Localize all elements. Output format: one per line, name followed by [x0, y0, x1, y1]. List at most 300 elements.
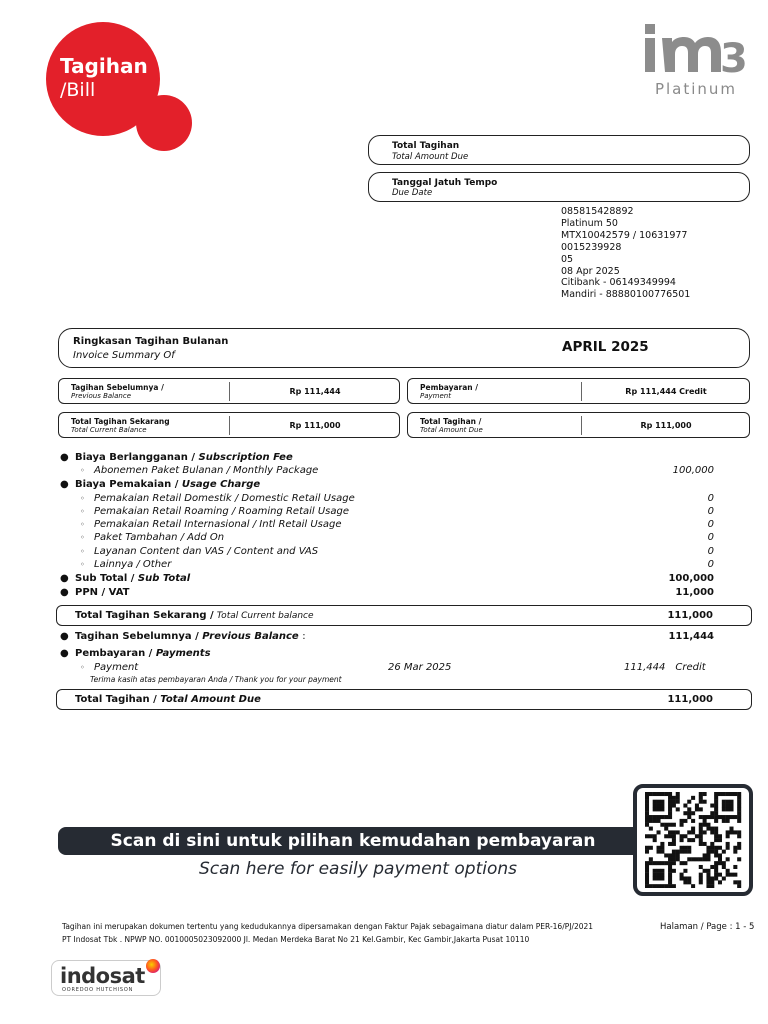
qr-module [653, 861, 657, 865]
qr-module [699, 880, 703, 884]
circle-bullet-icon: ◦ [80, 520, 85, 529]
qr-module [645, 869, 649, 873]
qr-module [660, 815, 664, 819]
qr-module [737, 796, 741, 800]
qr-module [657, 861, 661, 865]
qr-module [699, 792, 703, 796]
qr-module [722, 861, 726, 865]
usage-item-label: Pemakaian Retail Domestik / Domestic Retail Usage [94, 493, 355, 504]
previous-balance-value: Rp 111,444 [289, 387, 341, 396]
qr-module [657, 850, 661, 854]
total-due-label-en: Total Amount Due [392, 152, 469, 162]
qr-module [691, 830, 695, 834]
qr-module [687, 811, 691, 815]
qr-module [680, 861, 684, 865]
qr-module [653, 838, 657, 842]
qr-module [722, 865, 726, 869]
qr-module [733, 880, 737, 884]
qr-module [714, 869, 718, 873]
qr-module [691, 838, 695, 842]
qr-module [676, 796, 680, 800]
qr-module [718, 880, 722, 884]
qr-module [645, 819, 649, 823]
qr-module [645, 815, 649, 819]
qr-module [645, 792, 649, 796]
previous-balance-row [60, 630, 720, 643]
qr-module [710, 842, 714, 846]
previous-balance-row-label-en: Previous Balance [202, 631, 299, 642]
qr-module [737, 800, 741, 804]
qr-module [691, 819, 695, 823]
subscription-label-en: Subscription Fee [198, 452, 293, 463]
subtotal-row [60, 572, 720, 585]
qr-module [687, 838, 691, 842]
qr-module [706, 815, 710, 819]
qr-module [660, 804, 664, 808]
qr-module [657, 800, 661, 804]
qr-module [683, 804, 687, 808]
invoice-number: 0015239928 [561, 241, 622, 253]
qr-module [649, 827, 653, 831]
qr-module [729, 830, 733, 834]
qr-module [653, 876, 657, 880]
qr-module [683, 846, 687, 850]
qr-module [726, 842, 730, 846]
qr-module [672, 861, 676, 865]
qr-module [737, 807, 741, 811]
qr-module [737, 834, 741, 838]
previous-balance-row-value: 111,444 [668, 631, 714, 642]
usage-item-row [60, 531, 720, 544]
qr-module [691, 827, 695, 831]
qr-module [718, 861, 722, 865]
payments-label-en: Payments [155, 648, 211, 659]
qr-module [737, 819, 741, 823]
total-amount-due-value: 111,000 [667, 694, 713, 705]
qr-module [660, 869, 664, 873]
qr-module [657, 792, 661, 796]
qr-module [714, 873, 718, 877]
qr-module [710, 846, 714, 850]
qr-module [699, 857, 703, 861]
qr-module [660, 876, 664, 880]
qr-module [714, 811, 718, 815]
total-amount-due-box [56, 689, 752, 710]
summary-header-box [58, 328, 750, 368]
qr-module [722, 876, 726, 880]
bill-subtitle: /Bill [60, 79, 96, 101]
qr-module [653, 792, 657, 796]
payment-item-date: 26 Mar 2025 [388, 662, 452, 673]
monthly-package-value: 100,000 [672, 465, 714, 476]
qr-module [726, 807, 730, 811]
qr-module [714, 853, 718, 857]
qr-module [672, 857, 676, 861]
qr-module [660, 807, 664, 811]
usage-item-value: 0 [707, 519, 714, 530]
qr-module [668, 853, 672, 857]
qr-module [687, 815, 691, 819]
qr-module [680, 846, 684, 850]
qr-module [729, 873, 733, 877]
qr-module [649, 834, 653, 838]
qr-module [676, 792, 680, 796]
company-address: PT Indosat Tbk . NPWP NO. 0010005023092000 Jl. Medan Merdeka Barat No 21 Kel.Gambir, Kec Gambir,Jakarta Pusat 10110 [62, 935, 530, 944]
qr-module [668, 830, 672, 834]
qr-module [664, 853, 668, 857]
total-due-box [368, 135, 750, 165]
qr-module [722, 819, 726, 823]
qr-module [680, 873, 684, 877]
payment-item-credit: Credit [675, 662, 706, 673]
qr-module [706, 846, 710, 850]
qr-module [660, 792, 664, 796]
qr-module [664, 792, 668, 796]
qr-module [699, 873, 703, 877]
qr-module [703, 800, 707, 804]
qr-module [703, 792, 707, 796]
qr-module [733, 846, 737, 850]
usage-item-row [60, 518, 720, 531]
qr-module [729, 807, 733, 811]
qr-module [683, 876, 687, 880]
qr-module [733, 792, 737, 796]
im3-logo-3: 3 [720, 36, 748, 82]
qr-module [714, 804, 718, 808]
bank-account-citibank: Citibank - 06149349994 [561, 277, 676, 289]
usage-item-value: 0 [707, 559, 714, 570]
qr-module [660, 873, 664, 877]
qr-module [710, 804, 714, 808]
qr-module [687, 846, 691, 850]
current-balance-total-value: 111,000 [667, 610, 713, 621]
qr-module [699, 842, 703, 846]
qr-module [645, 880, 649, 884]
thank-you-note: Terima kasih atas pembayaran Anda / Thank you for your payment [90, 675, 342, 684]
usage-label: Biaya Pemakaian / [75, 479, 179, 490]
qr-module [687, 830, 691, 834]
qr-module [699, 865, 703, 869]
current-balance-value: Rp 111,000 [289, 421, 341, 430]
qr-module [710, 865, 714, 869]
scan-banner-text: Scan di sini untuk pilihan kemudahan pembayaran [110, 831, 596, 851]
qr-module [729, 804, 733, 808]
qr-module [653, 800, 657, 804]
qr-module [660, 884, 664, 888]
qr-module [672, 804, 676, 808]
current-balance-total-label: Total Tagihan Sekarang / [75, 610, 214, 621]
qr-module [687, 857, 691, 861]
qr-module [672, 869, 676, 873]
qr-module [668, 876, 672, 880]
qr-module [676, 830, 680, 834]
qr-module [714, 796, 718, 800]
usage-item-label: Paket Tambahan / Add On [94, 532, 225, 543]
qr-module [672, 830, 676, 834]
qr-module [683, 880, 687, 884]
qr-module [737, 815, 741, 819]
subscription-fee-row [60, 451, 720, 464]
qr-module [687, 800, 691, 804]
qr-module [699, 815, 703, 819]
qr-module [714, 830, 718, 834]
qr-module [672, 796, 676, 800]
qr-module [668, 792, 672, 796]
amount-due-box [407, 412, 750, 438]
qr-module [683, 850, 687, 854]
qr-code-frame[interactable] [633, 784, 753, 896]
qr-module [706, 827, 710, 831]
qr-module [737, 880, 741, 884]
qr-module [737, 884, 741, 888]
vat-label: PPN / VAT [75, 587, 130, 598]
qr-module [680, 819, 684, 823]
circle-bullet-icon: ◦ [80, 533, 85, 542]
usage-item-row [60, 558, 720, 571]
qr-module [649, 846, 653, 850]
qr-module [645, 800, 649, 804]
previous-balance-colon: : [302, 631, 306, 642]
plan-name: Platinum 50 [561, 217, 618, 229]
total-due-label: Total Tagihan [392, 141, 460, 151]
qr-module [714, 827, 718, 831]
qr-module [645, 850, 649, 854]
qr-module [668, 884, 672, 888]
qr-module [668, 800, 672, 804]
total-amount-due-label: Total Tagihan / [75, 694, 157, 705]
payment-item-value: 111,444 [624, 662, 666, 673]
total-amount-due-label-en: Total Amount Due [160, 694, 261, 705]
qr-module [687, 807, 691, 811]
qr-module [714, 815, 718, 819]
summary-title-en: Invoice Summary Of [73, 350, 175, 361]
qr-module [645, 823, 649, 827]
qr-module [683, 819, 687, 823]
qr-module [672, 823, 676, 827]
qr-module [645, 807, 649, 811]
qr-module [680, 850, 684, 854]
qr-module [737, 830, 741, 834]
circle-bullet-icon: ◦ [80, 507, 85, 516]
qr-module [706, 823, 710, 827]
tax-note: Tagihan ini merupakan dokumen tertentu yang kedudukannya dipersamakan dengan Faktur Pajak sebagaimana diatur dalam PER-16/PJ/2021 [62, 922, 594, 931]
bullet-icon: ● [60, 648, 69, 659]
payments-row [60, 647, 720, 660]
page-number: Halaman / Page : 1 - 5 [660, 922, 755, 932]
qr-module [676, 807, 680, 811]
scan-banner-text-en: Scan here for easily payment options [199, 859, 517, 879]
qr-module [683, 861, 687, 865]
usage-item-label: Lainnya / Other [94, 559, 172, 570]
circle-bullet-icon: ◦ [80, 494, 85, 503]
qr-module [653, 804, 657, 808]
qr-module [672, 834, 676, 838]
current-balance-label: Total Tagihan Sekarang [71, 417, 170, 426]
qr-module [714, 838, 718, 842]
summary-title: Ringkasan Tagihan Bulanan [73, 336, 229, 347]
qr-module [714, 876, 718, 880]
qr-module [664, 834, 668, 838]
qr-module [733, 873, 737, 877]
qr-module [699, 823, 703, 827]
qr-module [645, 865, 649, 869]
qr-module [687, 880, 691, 884]
qr-module [649, 861, 653, 865]
current-balance-label-en: Total Current Balance [71, 426, 147, 434]
usage-item-row [60, 505, 720, 518]
qr-module [699, 796, 703, 800]
bullet-icon: ● [60, 573, 69, 584]
qr-module [706, 876, 710, 880]
qr-module [649, 819, 653, 823]
qr-module [668, 842, 672, 846]
qr-module [699, 830, 703, 834]
previous-balance-label-en: Previous Balance [71, 392, 132, 400]
previous-balance-row-label: Tagihan Sebelumnya / [75, 631, 199, 642]
qr-module [664, 827, 668, 831]
qr-module [726, 792, 730, 796]
circle-bullet-icon: ◦ [80, 663, 85, 672]
qr-module [683, 834, 687, 838]
qr-module [718, 792, 722, 796]
qr-module [660, 842, 664, 846]
qr-module [657, 876, 661, 880]
bullet-icon: ● [60, 631, 69, 642]
qr-module [691, 811, 695, 815]
payment-box [407, 378, 750, 404]
qr-module [714, 865, 718, 869]
qr-module [657, 804, 661, 808]
qr-module [649, 815, 653, 819]
qr-module [706, 873, 710, 877]
usage-item-label: Pemakaian Retail Internasional / Intl Retail Usage [94, 519, 342, 530]
bullet-icon: ● [60, 479, 69, 490]
qr-module [703, 842, 707, 846]
qr-module [691, 796, 695, 800]
usage-charge-row [60, 478, 720, 491]
qr-module [714, 850, 718, 854]
qr-module [691, 884, 695, 888]
usage-item-value: 0 [707, 506, 714, 517]
qr-module [660, 850, 664, 854]
qr-module [668, 796, 672, 800]
qr-module [695, 857, 699, 861]
qr-module [657, 869, 661, 873]
qr-module [649, 884, 653, 888]
qr-code-icon[interactable] [641, 792, 745, 888]
qr-module [680, 838, 684, 842]
qr-module [737, 811, 741, 815]
qr-module [653, 869, 657, 873]
qr-module [722, 792, 726, 796]
qr-module [695, 804, 699, 808]
qr-module [645, 846, 649, 850]
qr-module [714, 792, 718, 796]
qr-module [726, 819, 730, 823]
invoice-date: 08 Apr 2025 [561, 265, 620, 277]
qr-module [703, 815, 707, 819]
qr-module [726, 869, 730, 873]
qr-module [714, 834, 718, 838]
qr-module [737, 792, 741, 796]
qr-module [645, 804, 649, 808]
qr-module [687, 876, 691, 880]
qr-module [668, 823, 672, 827]
qr-module [699, 800, 703, 804]
qr-module [672, 842, 676, 846]
qr-module [710, 815, 714, 819]
qr-module [664, 884, 668, 888]
customer-id: MTX10042579 / 10631977 [561, 229, 688, 241]
monthly-package-row [60, 464, 720, 477]
bullet-icon: ● [60, 452, 69, 463]
qr-module [668, 804, 672, 808]
qr-module [672, 838, 676, 842]
qr-module [649, 792, 653, 796]
qr-module [653, 834, 657, 838]
qr-module [718, 873, 722, 877]
qr-module [672, 853, 676, 857]
qr-module [706, 884, 710, 888]
indosat-logo-text: indosat [60, 964, 145, 988]
qr-module [664, 823, 668, 827]
qr-module [657, 873, 661, 877]
qr-module [703, 830, 707, 834]
qr-module [664, 815, 668, 819]
qr-module [706, 850, 710, 854]
payments-label: Pembayaran / [75, 648, 153, 659]
qr-module [695, 807, 699, 811]
bill-title: Tagihan [60, 54, 148, 78]
qr-module [672, 850, 676, 854]
qr-module [718, 838, 722, 842]
qr-module [668, 873, 672, 877]
qr-module [645, 876, 649, 880]
qr-module [680, 823, 684, 827]
current-balance-box [58, 412, 400, 438]
due-date-label-en: Due Date [392, 188, 433, 198]
usage-item-label: Layanan Content dan VAS / Content and VAS [94, 546, 319, 557]
bank-account-mandiri: Mandiri - 88880100776501 [561, 289, 691, 301]
qr-module [718, 857, 722, 861]
indosat-logo-sub: OOREDOO HUTCHISON [62, 987, 134, 993]
qr-module [672, 884, 676, 888]
qr-module [718, 846, 722, 850]
qr-module [710, 827, 714, 831]
qr-module [668, 857, 672, 861]
qr-module [668, 811, 672, 815]
qr-module [699, 876, 703, 880]
qr-module [733, 865, 737, 869]
current-balance-total-box [56, 605, 752, 626]
vat-value: 11,000 [675, 587, 714, 598]
qr-module [703, 869, 707, 873]
usage-item-value: 0 [707, 546, 714, 557]
qr-module [726, 804, 730, 808]
qr-module [699, 838, 703, 842]
qr-module [668, 807, 672, 811]
qr-module [699, 834, 703, 838]
payment-label-en: Payment [420, 392, 451, 400]
qr-module [645, 811, 649, 815]
indosat-logo-mark [146, 959, 160, 973]
qr-module [695, 834, 699, 838]
qr-module [657, 819, 661, 823]
brand-tier: Platinum [654, 80, 738, 98]
qr-module [668, 834, 672, 838]
qr-module [645, 796, 649, 800]
usage-item-value: 0 [707, 493, 714, 504]
